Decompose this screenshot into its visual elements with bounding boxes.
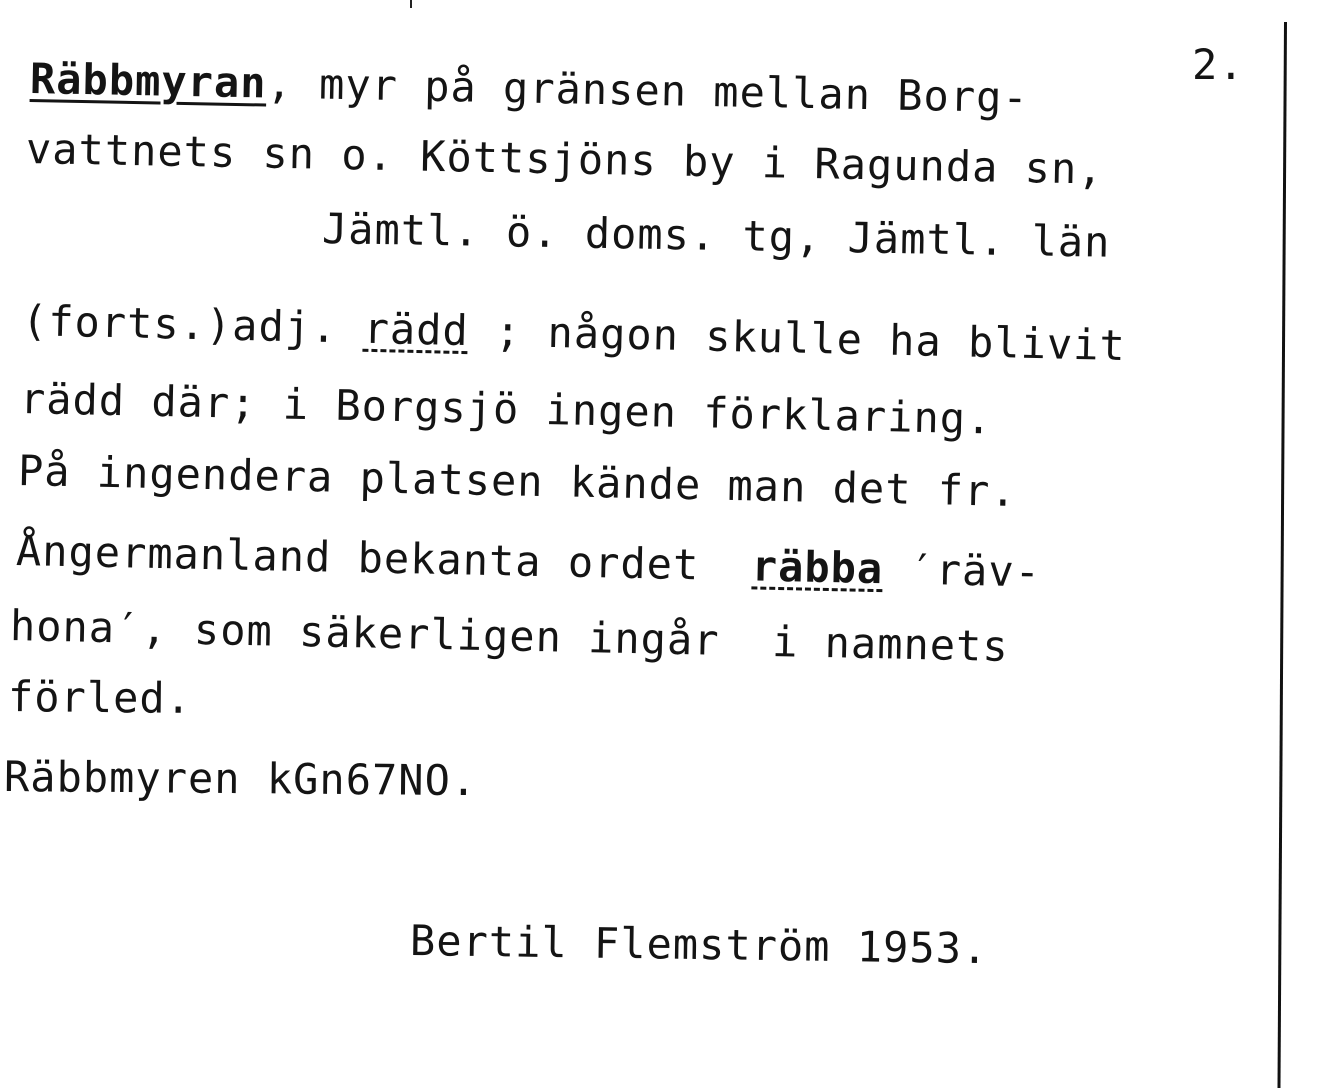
card-right-edge-line <box>1277 22 1287 1088</box>
body-line-1-prefix: (forts.)adj. <box>21 296 365 353</box>
body-line-4-rest: ′räv- <box>882 544 1042 597</box>
word-rabba: räbba <box>751 541 884 594</box>
entry-line-1-rest: , myr på gränsen mellan Borg- <box>266 58 1030 123</box>
body-line-2: rädd där; i Borgsjö ingen förklaring. <box>19 374 993 444</box>
entry-line-2: vattnets sn o. Köttsjöns by i Ragunda sn, <box>25 124 1105 194</box>
top-edge-mark <box>410 0 412 8</box>
body-line-4-prefix: Ångermanland bekanta ordet <box>15 526 753 591</box>
body-line-6: förled. <box>7 672 193 723</box>
card-number: 2. <box>1192 40 1245 89</box>
entry-line-3: Jämtl. ö. doms. tg, Jämtl. län <box>321 204 1111 267</box>
word-radd: rädd <box>363 303 470 356</box>
body-line-1 <box>21 296 1127 371</box>
entry-line-1 <box>29 54 1030 123</box>
signature-line: Bertil Flemström 1953. <box>409 916 989 974</box>
body-line-5: hona′, som säkerligen ingår i namnets <box>9 601 1010 671</box>
body-line-1-rest: ; någon skulle ha blivit <box>468 306 1127 371</box>
body-line-4 <box>15 526 1042 597</box>
body-line-3: På ingendera platsen kände man det fr. <box>17 446 1018 516</box>
reference-line: Räbbmyren kGn67NO. <box>3 752 478 806</box>
headword: Räbbmyran <box>29 54 268 108</box>
